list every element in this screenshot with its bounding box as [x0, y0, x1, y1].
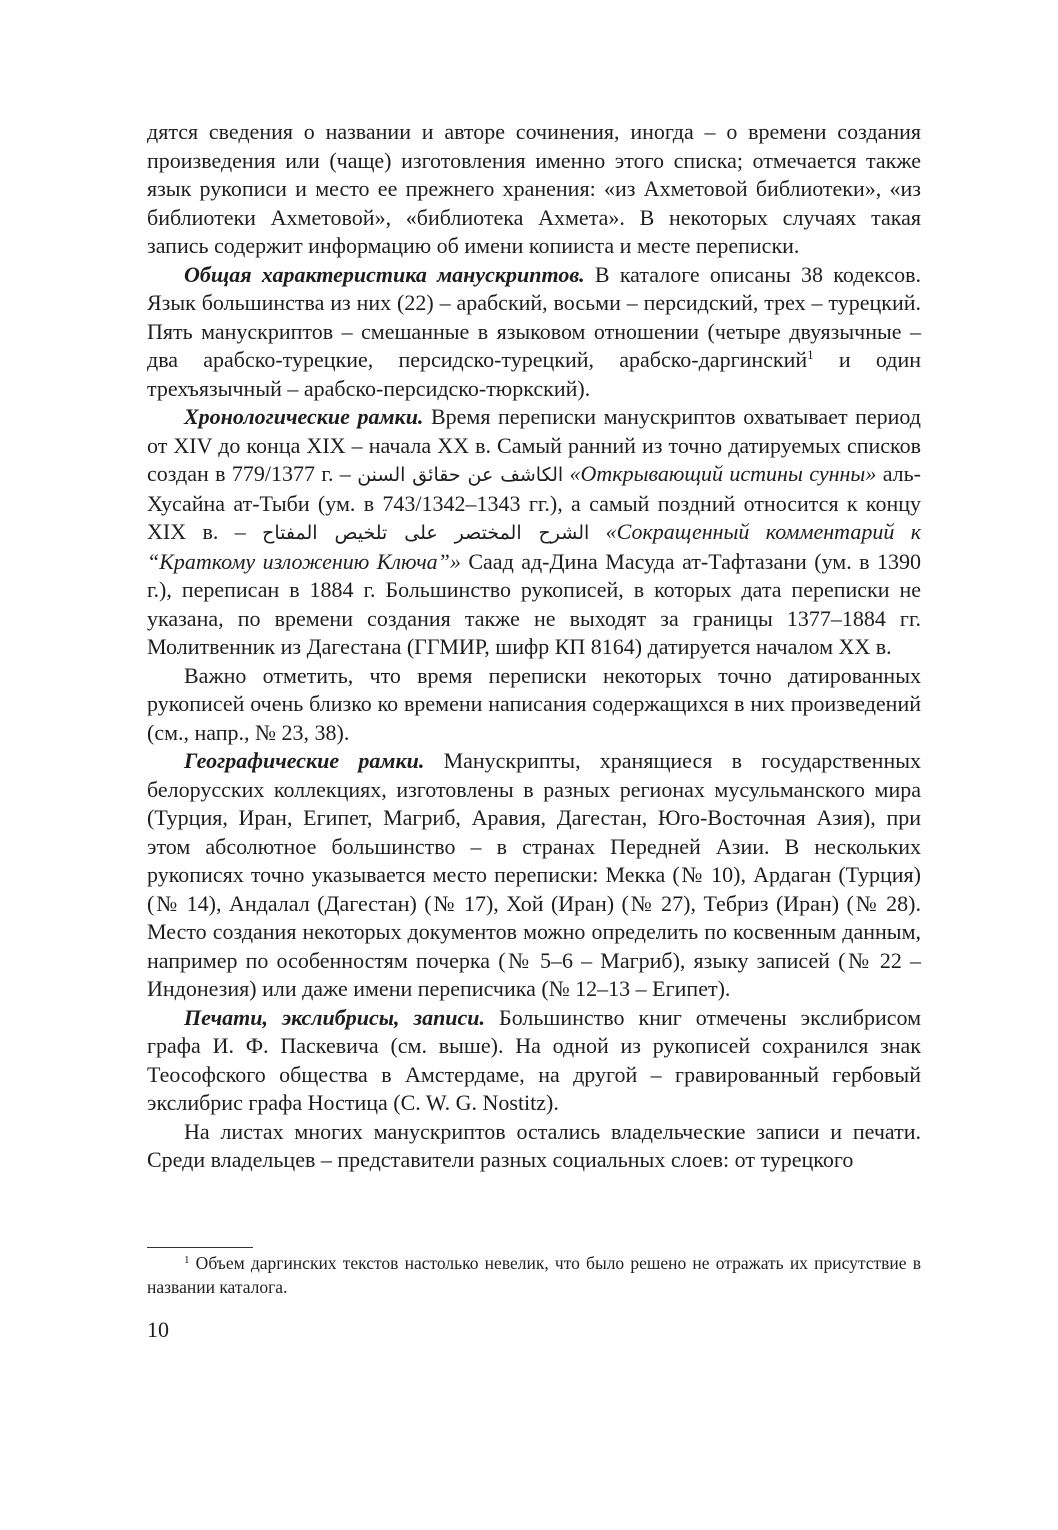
paragraph-text: Время переписки манускриптов охватывает период от XIV до конца XIX – начала XX в. Самый ранний из точно датируемых списков создан в 779/1377 г. – [147, 404, 921, 486]
paragraph-1: дятся сведения о названии и авторе сочинения, иногда – о времени создания произведения или (чаще) изготовления именно этого списка; отмечается также язык рукописи и место ее прежнего хранения: «из Ахметовой библиотеки», «из библиотеки Ахметовой», «библиотека Ахмета». В некоторых случаях такая запись содержит информацию об имени копииста и месте переписки. [147, 119, 921, 258]
paragraph-text: Большинство книг отмечены экслибрисом графа И. Ф. Паскевича (см. выше). На одной из рукописей сохранился знак Теософского общества в Амстердаме, на другой – гравированный гербовый экслибрис графа Ностица (C. W. G. Nostitz). [147, 1004, 921, 1115]
paragraph-text: и один трехъязычный – арабско-персидско-тюркский). [147, 347, 921, 401]
work-title: «Открывающий истины сунны» [563, 461, 877, 486]
paragraph-owners: На листах многих манускриптов остались владельческие записи и печати. Среди владельцев – представители разных социальных слоев: от турецкого [147, 1118, 921, 1172]
paragraph-chronology [147, 403, 921, 662]
page-number: 10 [147, 1317, 169, 1342]
paragraph-seals-exlibris [147, 1004, 921, 1118]
section-heading: Хронологические рамки. [184, 404, 424, 429]
paragraph-text: Саад ад-Дина Масуда ат-Тафтазани (ум. в 1390 г.), переписан в 1884 г. Большинство рукописей, в которых дата переписки не указана, по времени создания также не выходят за границы 1377–1884 гг. Молитвенник из Дагестана (ГГМИР, шифр КП 8164) датируется началом XX в. [147, 548, 921, 659]
footnote-reference[interactable]: 1 [807, 347, 814, 362]
footnote-marker: 1 [184, 1254, 190, 1266]
paragraph-text: Манускрипты, хранящиеся в государственных белорусских коллекциях, изготовлены в разных регионах мусульманского мира (Турция, Иран, Египет, Магриб, Аравия, Дагестан, Юго-Восточная Азия), при этом абсолютное большинство – в странах Передней Азии. В нескольких рукописях точно указывается место переписки: Мекка (№ 10), Ардаган (Турция) (№ 14), Андалал (Дагестан) (№ 17), Хой (Иран) (№ 27), Тебриз (Иран) (№ 28). Место создания некоторых документов можно определить по косвенным данным, например по особенностям почерка (№ 5–6 – Магриб), языку записей (№ 22 – Индонезия) или даже имени переписчика (№ 12–13 – Египет). [147, 748, 921, 1001]
footnote-divider [147, 1247, 253, 1248]
page-body [147, 118, 921, 1175]
paragraph-manuscripts-overview [147, 261, 921, 404]
paragraph-geography [147, 747, 921, 1004]
paragraph-text: В каталоге описаны 38 кодексов. Язык большинства из них (22) – арабский, восьми – персидский, трех – турецкий. Пять манускриптов – смешанные в языковом отношении (четыре двуязычные – два арабско-турецкие, персидско-турецкий, арабско-даргинский [147, 261, 921, 372]
arabic-title: الكاشف عن حقائق السنن [357, 464, 564, 486]
work-title: «Сокращенный комментарий к “Краткому изложению Ключа”» [147, 519, 921, 574]
section-heading: Печати, экслибрисы, записи. [184, 1004, 486, 1030]
footnote [147, 1251, 921, 1299]
paragraph-dating-note: Важно отметить, что время переписки некоторых точно датированных рукописей очень близко ко времени написания содержащихся в них произведений (см., напр., № 23, 38). [147, 662, 921, 745]
section-heading: Географические рамки. [184, 748, 425, 773]
paragraph-text: аль-Хусайна ат-Тыби (ум. в 743/1342–1343 гг.), а самый поздний относится к концу XIX в. – [147, 461, 921, 544]
arabic-title: الشرح المختصر على تلخيص المفتاح [262, 522, 590, 544]
footnote-text: Объем даргинских текстов настолько невелик, что было решено не отражать их присутствие в названии каталога. [147, 1253, 921, 1297]
section-heading: Общая характеристика манускриптов. [184, 261, 585, 287]
